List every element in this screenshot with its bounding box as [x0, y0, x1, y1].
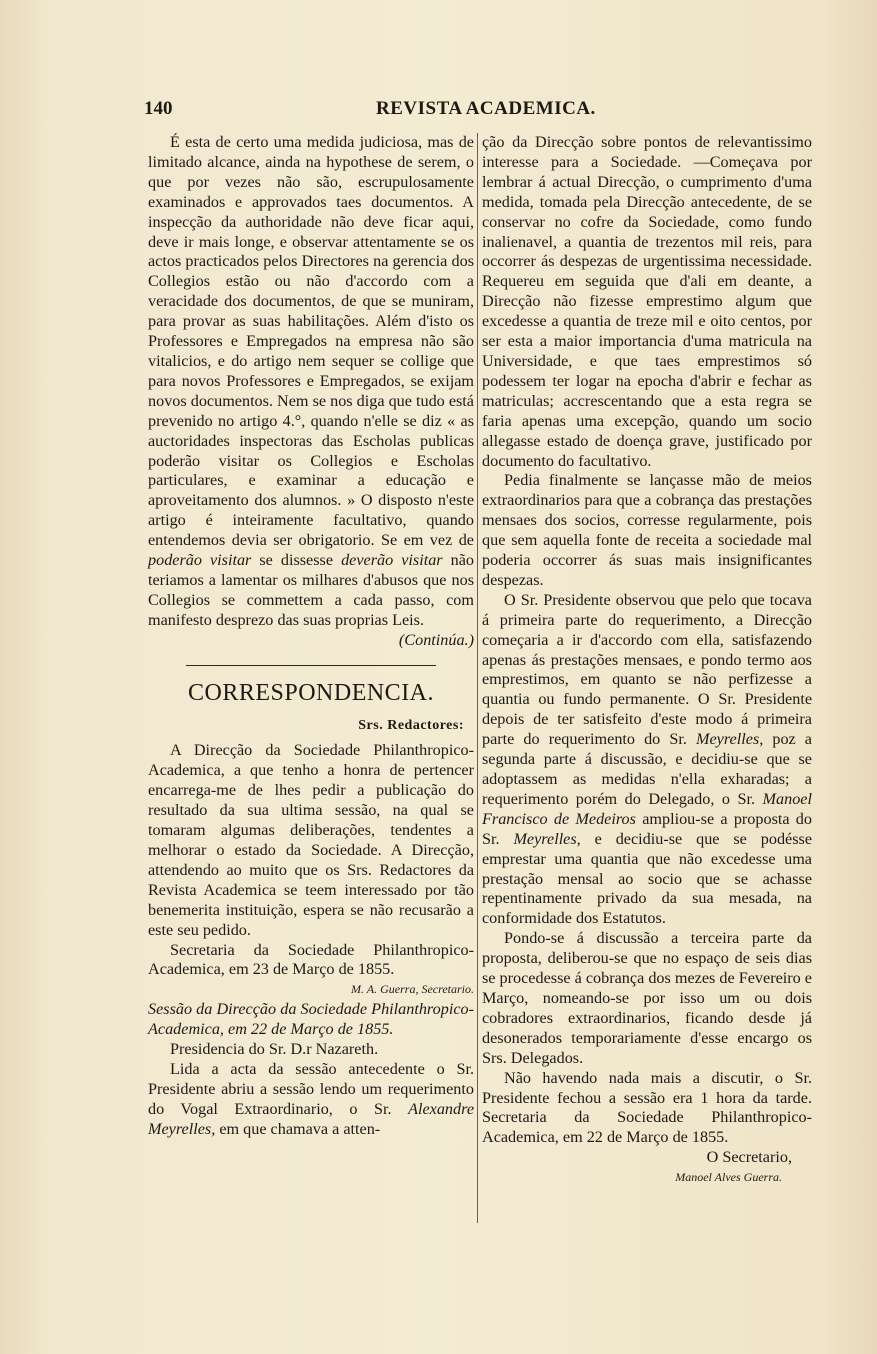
paragraph-text: O Sr. Presidente observou que pelo que tocava á primeira parte do requerimento, a Direcção começaria a ir d'accordo com ella, satisfazendo apenas ás prestações mensaes, e pondo termo aos emprestimos, em quanto se não perfizesse a quantia ou fundo permanente. O Sr. Presidente depois de ter satisfeito d'este modo á primeira parte do requerimento do Sr.: [482, 590, 812, 749]
paragraph-text: e decidiu-se que se podésse emprestar uma quantia que não excedesse uma prestação mensal ao socio que se achasse repentinamente privado da sua mesada, na conformidade dos Estatutos.: [482, 829, 813, 928]
continued-paragraph: ção da Direcção sobre pontos de relevantissimo interesse para a Sociedade. —Começava por lembrar á actual Direcção, o cumprimento d'uma medida, tomada pela Direcção antecedente, de se conservar no cofre da Sociedade, como fundo inalienavel, a quantia de trezentos mil reis, para occorrer ás despezas de urgentissima necessidade. Requereu em seguida que d'ali em deante, a Direcção não fizesse emprestimo algum que excedesse a quantia de treze mil e oito centos, por ser esta a maior importancia d'uma matricula na Universidade, e que taes emprestimos só podessem ter logar na epocha d'abrir e fechar as matriculas; accrescentando que a esta regra se faria apenas uma excepção, quando um socio allegasse estado de doença grave, justificado por documento do facultativo.: [482, 133, 812, 470]
dateline: Secretaria da Sociedade Philanthropico-Academica, em 23 de Março de 1855.: [148, 940, 474, 979]
continued-note: (Continúa.): [398, 630, 474, 649]
running-title: REVISTA ACADEMICA.: [376, 98, 596, 119]
section-divider: [186, 665, 436, 666]
presidency-line: Presidencia do Sr. D.r Nazareth.: [170, 1040, 379, 1059]
letter-paragraph: A Direcção da Sociedade Philanthropico-Academica, a que tenho a honra de pertencer encarrega-me de lhes pedir a publicação do resultado da sua ultima sessão, na qual se tomaram algumas deliberações, tendentes a melhorar o estado da Sociedade. A Direcção, attendendo ao muito que os Srs. Redactores da Revista Academica se teem interessado por tão benemerita instituição, espera se não recusarão a este seu pedido.: [148, 741, 474, 939]
article-paragraph: [148, 133, 474, 631]
section-title: CORRESPONDENCIA.: [187, 679, 435, 706]
left-column: [148, 133, 474, 1140]
paragraph-text: Lida a acta da sessão antecedente o Sr. Presidente abriu a sessão lendo um requerimento do Vogal Extraordinario, o Sr.: [148, 1059, 474, 1118]
closing-line: O Secretario,: [706, 1148, 792, 1167]
salutation: Srs. Redactores:: [358, 717, 464, 733]
italic-phrase: Meyrelles,: [696, 730, 764, 749]
article-paragraph: [482, 591, 812, 929]
column-divider: [477, 133, 478, 1223]
paragraph-text: poz a segunda parte á discussão, e decidiu-se que se adoptassem as medidas n'ella exharadas; a requerimento porém do Delegado, o Sr.: [482, 730, 812, 808]
signer: M. A. Guerra, Secretario.: [351, 982, 474, 997]
article-paragraph: Pedia finalmente se lançasse mão de meios extraordinarios para que a cobrança das prestações mensaes dos socios, corresse regularmente, pois que sem aquella fonte de receita a sociedade mal poderia occorrer ás suas mais insignificantes despezas.: [482, 471, 812, 589]
paragraph-text: se dissesse: [251, 551, 342, 570]
italic-phrase: deverão visitar: [341, 551, 443, 570]
page-number: 140: [144, 98, 173, 119]
article-paragraph: Pondo-se á discussão a terceira parte da proposta, deliberou-se que no espaço de seis dias se procedesse á cobrança dos mezes de Fevereiro e Março, nomeando-se por isso um ou dois cobradores extraordinarios, ficando desde já desonerados temporariamente d'esse encargo os Srs. Delegados.: [482, 929, 812, 1067]
italic-phrase: poderão visitar: [148, 551, 252, 570]
session-paragraph: [148, 1060, 474, 1140]
article-paragraph: Não havendo nada mais a discutir, o Sr. Presidente fechou a sessão era 1 hora da tarde. Secretaria da Sociedade Philanthropico-Academica, em 22 de Março de 1855.: [482, 1068, 812, 1147]
right-column: [482, 133, 812, 1188]
paragraph-text: em que chamava a atten-: [215, 1119, 381, 1138]
closing-signature: Manoel Alves Guerra.: [675, 1170, 782, 1185]
page-header: [144, 98, 836, 122]
italic-phrase: Manoel Francisco de Medeiros: [482, 789, 812, 828]
italic-phrase: Meyrelles,: [513, 829, 581, 848]
italic-phrase: Alexandre Meyrelles,: [148, 1099, 474, 1138]
paragraph-text: não teriamos a lamentar os milhares d'abusos que nos Collegios se commettem a cada passo, com manifesto desprezo das suas proprias Leis.: [148, 551, 474, 629]
paragraph-text: É esta de certo uma medida judiciosa, mas de limitado alcance, ainda na hypothese de serem, o que por vezes não são, escrupulosamente examinados e approvados taes documentos. A inspecção da authoridade não deve ficar aqui, deve ir mais longe, e observar attentamente se os actos practicados pelos Directores na gerencia dos Collegios estão ou não d'accordo com a veracidade dos documentos, de que se muniram, para provar as suas habilitações. Além d'isto os Professores e Empregados na empresa não são vitalicios, e do artigo nem sequer se collige que para novos Professores e Empregados, se exijam novos documentos. Nem se nos diga que tudo está prevenido no artigo 4.°, quando n'elle se diz « as auctoridades inspectoras das Escholas publicas poderão visitar os Collegios e Escholas particulares, e examinar a educação e aproveitamento dos alumnos. » O disposto n'este artigo é inteiramente facultativo, quando entendemos devia ser obrigatorio. Se em vez de: [148, 133, 474, 550]
paragraph-text: ampliou-se a proposta do Sr.: [482, 809, 812, 848]
session-title: Sessão da Direcção da Sociedade Philanthropico-Academica, em 22 de Março de 1855.: [148, 1000, 474, 1039]
